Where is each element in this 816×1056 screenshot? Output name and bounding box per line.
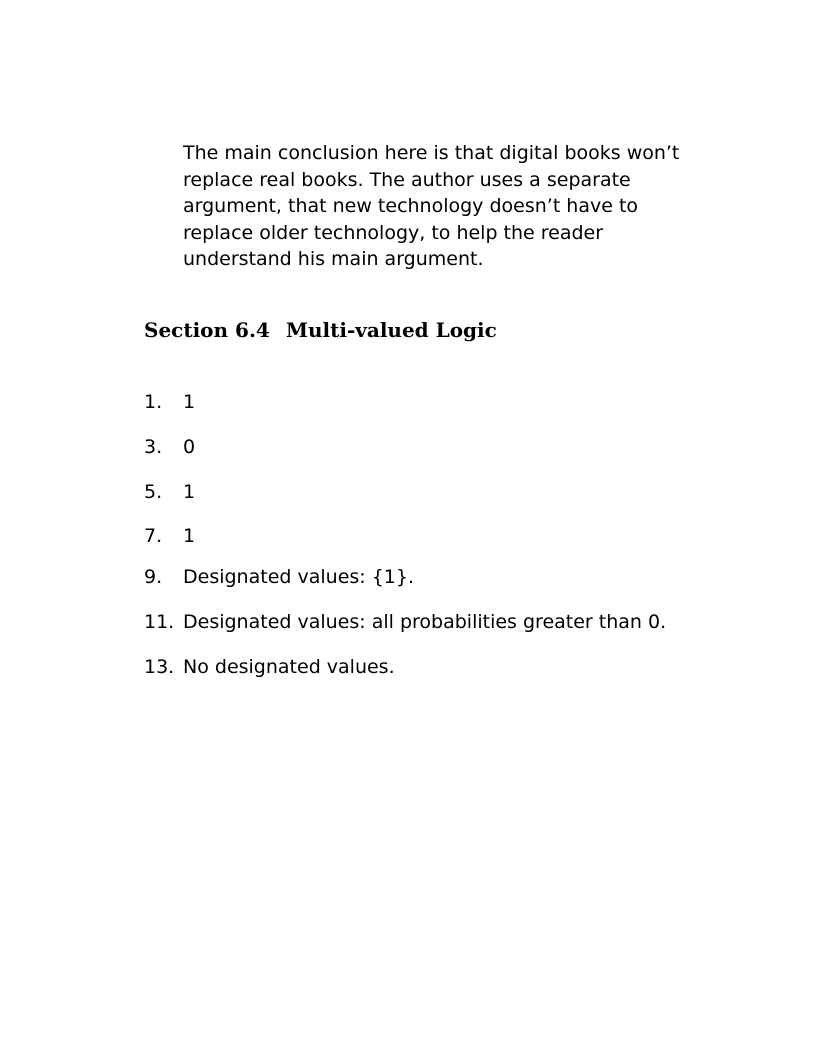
item-number: 9. (144, 566, 163, 588)
item-text: Designated values: all probabilities greater than 0. (183, 611, 667, 633)
section-title: Multi-valued Logic (285, 318, 497, 342)
item-number: 1. (144, 391, 163, 413)
section-number: Section 6.4 (144, 318, 270, 342)
item-text: No designated values. (183, 656, 395, 678)
item-text: 1 (183, 481, 196, 503)
item-text: 1 (183, 525, 196, 547)
section-heading (144, 318, 497, 342)
item-number: 3. (144, 436, 163, 458)
item-number: 5. (144, 481, 163, 503)
item-number: 13. (144, 656, 175, 678)
item-text: Designated values: {1}. (183, 566, 415, 588)
item-text: 0 (183, 436, 196, 458)
item-number: 11. (144, 611, 175, 633)
conclusion-paragraph: The main conclusion here is that digital books won’t replace real books. The author uses a separate argument, that new technology doesn’t have to replace older technology, to help the reader understand his main argument. (183, 142, 680, 270)
item-text: 1 (183, 391, 196, 413)
item-number: 7. (144, 525, 163, 547)
